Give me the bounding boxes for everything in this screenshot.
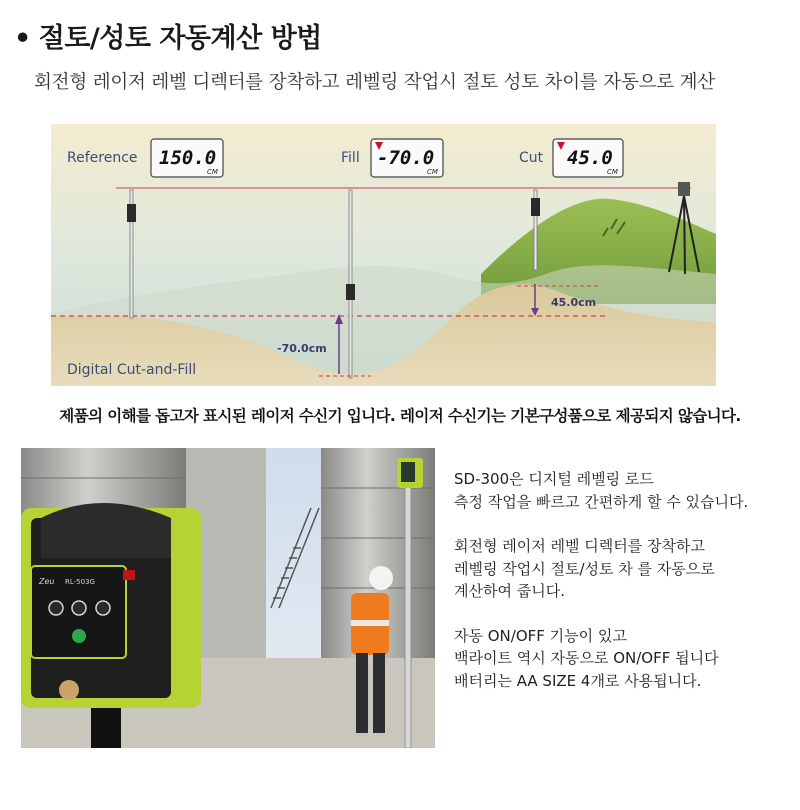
description-paragraph-3 <box>454 625 794 693</box>
heading-bullet: • <box>14 23 31 54</box>
description-line: 회전형 레이저 레벨 디렉터를 장착하고 <box>454 537 705 555</box>
description-line: 측정 작업을 빠르고 간편하게 할 수 있습니다. <box>454 492 749 511</box>
product-photo <box>21 448 435 748</box>
product-description <box>454 468 794 714</box>
device-button <box>49 601 63 615</box>
power-button <box>72 629 86 643</box>
readout-reference-unit: CM <box>207 168 218 176</box>
description-line: 백라이트 역시 자동으로 ON/OFF 됩니다 <box>454 649 719 667</box>
diagram-title: Digital Cut-and-Fill <box>67 362 197 378</box>
readout-cut-unit: CM <box>607 168 618 176</box>
readout-reference-value: 150.0 <box>159 147 217 169</box>
description-paragraph-1 <box>454 468 794 513</box>
device-model-text: RL-503G <box>65 578 95 586</box>
device-brand-text: Zeu <box>39 577 55 586</box>
readout-reference-label: Reference <box>67 150 138 166</box>
fill-dimension-label: -70.0cm <box>277 342 327 355</box>
section-heading <box>14 16 322 55</box>
readout-cut-label: Cut <box>519 150 544 166</box>
cut-and-fill-diagram <box>51 124 716 386</box>
device-button <box>96 601 110 615</box>
cut-dimension-label: 45.0cm <box>551 296 597 309</box>
notice-text: 제품의 이해를 돕고자 표시된 레이저 수신기 입니다. 레이저 수신기는 기본구성품으로 제공되지 않습니다. <box>59 407 741 425</box>
red-indicator <box>123 570 135 580</box>
heading-text: 절토/성토 자동계산 방법 <box>38 23 322 54</box>
photo-tripod <box>91 708 121 748</box>
description-paragraph-2 <box>454 535 794 603</box>
bubble-vial <box>59 680 79 700</box>
description-line: 레벨링 작업시 절토/성토 차 를 자동으로 <box>454 559 715 578</box>
readout-fill-value: -70.0 <box>377 147 435 169</box>
device-button <box>72 601 86 615</box>
description-line: 계산하여 줍니다. <box>454 582 565 600</box>
readout-cut-value: 45.0 <box>567 147 613 169</box>
subtitle: 회전형 레이저 레벨 디렉터를 장착하고 레벨링 작업시 절토 성토 차이를 자동으로 계산 <box>34 72 715 93</box>
readout-fill-unit: CM <box>427 168 438 176</box>
description-line: SD-300은 디지털 레벨링 로드 <box>454 470 654 488</box>
description-line: 자동 ON/OFF 기능이 있고 <box>454 626 627 645</box>
laser-level-device <box>21 503 201 708</box>
readout-fill-label: Fill <box>341 150 360 166</box>
description-line: 배터리는 AA SIZE 4개로 사용됩니다. <box>454 671 702 690</box>
